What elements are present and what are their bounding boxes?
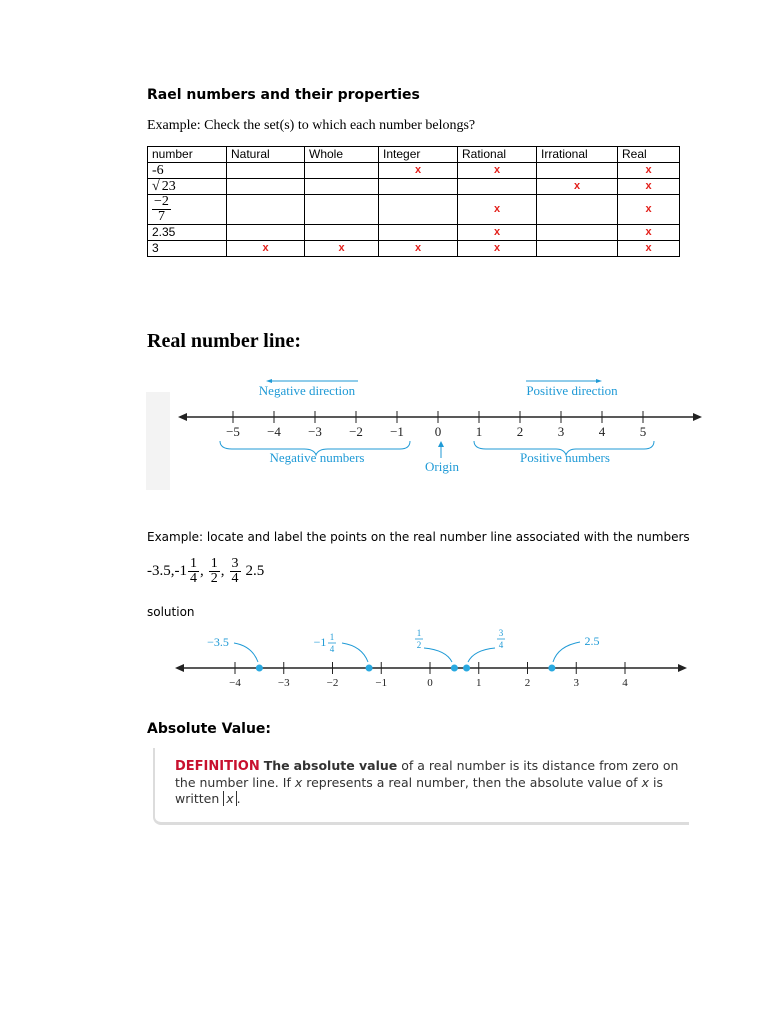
mark-cell: x [305,241,379,257]
pointer-three-quarters [468,648,495,662]
plotted-point [548,665,555,672]
mark-cell: x [537,179,618,195]
tick-label: −4 [267,424,281,439]
right-arrow-icon [678,664,687,672]
label-neg-1-whole: −1 [313,635,327,649]
definition-lead: The [263,758,290,773]
definition-text [175,758,687,807]
left-arrow-icon [175,664,184,672]
tick-label: 3 [573,677,579,689]
number-cell: 3 [148,241,227,257]
header-natural: Natural [227,147,305,163]
number-neg-3-5: -3.5, [147,563,175,579]
mark-cell: x [379,163,458,179]
plotted-point [256,665,263,672]
mark-cell: x [458,225,537,241]
definition-body-2: represents a real number, then the absolute value of [306,775,638,790]
label-2-5: 2.5 [584,634,600,648]
label-neg-3-5: −3.5 [207,635,229,649]
header-whole: Whole [305,147,379,163]
negative-numbers-label: Negative numbers [269,450,365,465]
mark-cell: x [458,241,537,257]
tick-label: 5 [639,424,647,439]
label-frac2-num: 1 [416,628,422,638]
pointer-neg-3-5 [234,643,258,662]
plotted-point [463,665,470,672]
header-integer: Integer [379,147,458,163]
denominator: 2 [210,571,218,586]
pointer-neg-1-25 [342,643,368,662]
variable-x: x [294,775,303,790]
number-cell: -6 [148,163,227,179]
label-frac3-den: 4 [498,640,504,650]
separator: , [200,563,204,579]
denominator: 7 [157,209,165,224]
number-line-heading: Real number line: [147,330,302,352]
tick-label: −2 [326,677,339,689]
solution-label: solution [147,605,195,619]
numerator: 1 [210,556,218,571]
number-neg-1-whole: -1 [174,563,187,579]
tick-label: −4 [229,677,241,689]
square-root: √ 23 [152,179,176,194]
tick-label: 0 [434,424,442,439]
tick-label: 4 [598,424,606,439]
mark-cell: x [618,179,680,195]
tick-label: 4 [622,677,628,689]
absolute-x-notation: x [223,791,236,806]
definition-body: of a real number is its distance from zero on the number line. If [175,758,679,790]
positive-direction-label: Positive direction [526,383,618,398]
negative-direction-label: Negative direction [258,383,356,398]
mark-cell: x [618,225,680,241]
numerator: 1 [190,556,197,571]
positive-numbers-label: Positive numbers [520,450,610,465]
example-prompt: Example: Check the set(s) to which each number belongs? [147,118,476,133]
tick-label: 1 [476,677,482,689]
radicand: 23 [161,179,176,194]
pointer-2-5 [553,642,580,662]
tick-label: 2 [524,677,531,689]
denominator: 4 [190,571,197,586]
header-real: Real [618,147,680,163]
header-irrational: Irrational [537,147,618,163]
label-frac2-den: 2 [416,640,422,650]
definition-label: DEFINITION [175,759,260,774]
separator: , [220,563,225,579]
variable-x: x [641,775,649,790]
label-frac1-den: 4 [329,644,335,654]
mark-cell: x [458,163,537,179]
absolute-value-term: absolute value [293,758,398,773]
tick-label: 2 [516,424,524,439]
tick-label: −3 [277,677,290,689]
origin-label: Origin [425,459,459,474]
denominator: 4 [231,571,239,586]
tick-label: −3 [308,424,322,439]
tick-label: −5 [226,424,240,439]
label-frac3-num: 3 [498,628,504,638]
tick-label: −1 [375,677,388,689]
mark-cell: x [618,241,680,257]
plotted-point [451,665,458,672]
period: . [236,791,241,806]
mark-cell: x [618,195,680,225]
label-frac1-num: 1 [329,632,335,642]
mark-cell: x [227,241,305,257]
tick-label: −2 [349,424,363,439]
page-title: Rael numbers and their properties [147,87,420,103]
number-2-5: 2.5 [245,563,265,579]
locate-points-prompt: Example: locate and label the points on the real number line associated with the numbers [147,530,690,544]
definition-box [153,748,689,825]
definition-body-3: is written [175,775,663,806]
header-number: number [148,147,227,163]
tick-label: 1 [475,424,483,439]
tick-label: 0 [427,677,433,689]
mark-cell: x [618,163,680,179]
numerator: −2 [154,194,169,209]
tick-label: −1 [390,424,404,439]
mark-cell: x [458,195,537,225]
header-rational: Rational [458,147,537,163]
plotted-point [366,665,373,672]
number-cell: 2.35 [148,225,227,241]
mark-cell: x [379,241,458,257]
pointer-one-half [424,648,452,662]
absolute-value-heading: Absolute Value: [147,721,272,737]
tick-label: 3 [557,424,565,439]
numerator: 3 [231,556,239,571]
